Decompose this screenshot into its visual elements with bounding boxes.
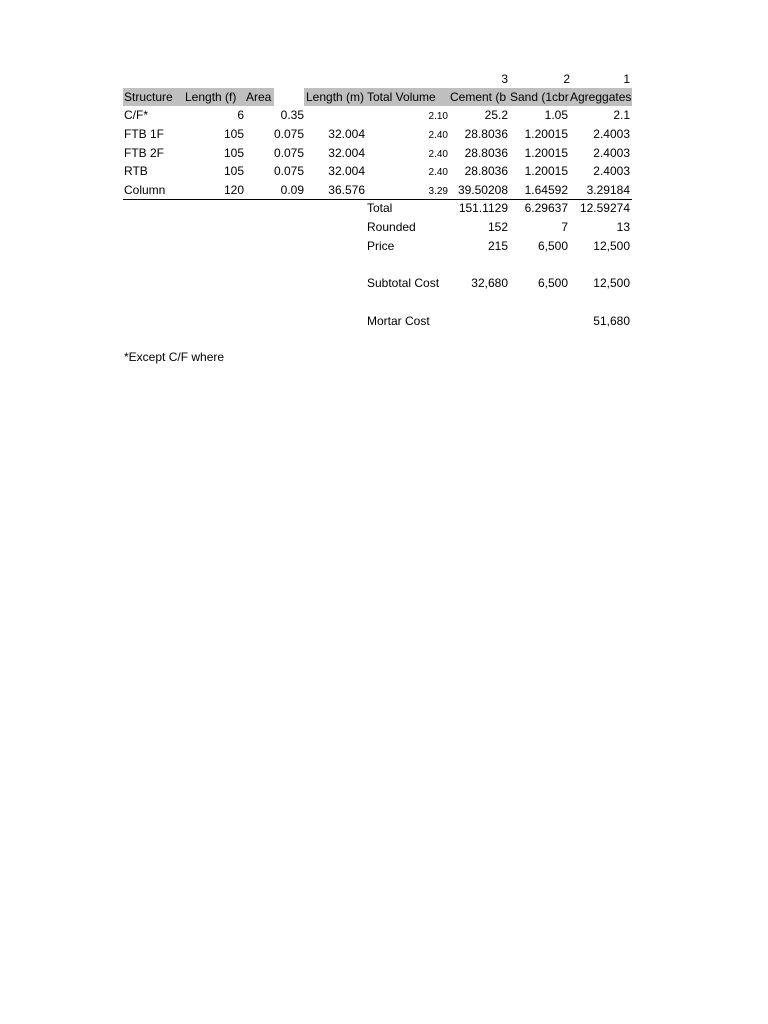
row-length-m: 36.576 (328, 183, 365, 197)
summary-subtotal-sand: 6,500 (537, 276, 568, 290)
row-total-volume: 3.29 (428, 186, 448, 197)
summary-total-aggregates: 12.59274 (579, 201, 630, 215)
summary-rounded-cement: 152 (487, 220, 508, 234)
row-cement: 28.8036 (464, 164, 508, 178)
header-structure: Structure (124, 90, 173, 104)
header-sand: Sand (1cbr (510, 90, 569, 104)
row-length-m: 32.004 (328, 164, 365, 178)
row-cement: 25.2 (484, 108, 508, 122)
row-aggregates: 2.1 (613, 108, 630, 122)
summary-total-cement: 151.1129 (458, 201, 508, 215)
row-aggregates: 2.4003 (593, 146, 630, 160)
summary-label-price: Price (367, 239, 395, 253)
header-aggregates: Agreggates (570, 90, 632, 104)
row-aggregates: 2.4003 (593, 164, 630, 178)
row-length-m (304, 106, 365, 124)
summary-label-total: Total (367, 201, 393, 215)
row-area: 0.35 (280, 108, 304, 122)
header-area: Area (246, 90, 272, 104)
row-sand: 1.64592 (524, 183, 568, 197)
footnote: *Except C/F where (124, 350, 225, 364)
row-cement: 28.8036 (464, 127, 508, 141)
summary-label-rounded: Rounded (367, 220, 416, 234)
row-length-m: 32.004 (328, 127, 365, 141)
row-cement: 28.8036 (464, 146, 508, 160)
row-structure: Column (124, 183, 166, 197)
summary-rounded-sand: 7 (561, 220, 568, 234)
summary-price-cement: 215 (487, 239, 508, 253)
row-length-m: 32.004 (328, 146, 365, 160)
row-length-f: 6 (237, 108, 244, 122)
row-sand: 1.20015 (524, 146, 568, 160)
summary-label-subtotal: Subtotal Cost (367, 276, 440, 290)
row-structure: FTB 1F (124, 127, 165, 141)
ratio-aggregates: 1 (623, 72, 630, 86)
row-sand: 1.20015 (524, 127, 568, 141)
row-total-volume: 2.40 (428, 130, 448, 141)
row-total-volume: 2.10 (428, 111, 448, 122)
row-length-f: 105 (223, 164, 244, 178)
row-area: 0.075 (273, 146, 304, 160)
summary-mortar-cost-total: 51,680 (593, 314, 630, 328)
row-cement: 39.50208 (457, 183, 508, 197)
header-cement: Cement (b (450, 90, 507, 104)
header-length-m: Length (m) (306, 90, 365, 104)
row-area: 0.075 (273, 127, 304, 141)
summary-label-mortar-cost: Mortar Cost (367, 314, 430, 328)
summary-total-sand: 6.29637 (524, 201, 568, 215)
row-area: 0.075 (273, 164, 304, 178)
row-sand: 1.20015 (524, 164, 568, 178)
row-structure: RTB (124, 164, 148, 178)
header-row-gap (274, 88, 304, 106)
summary-subtotal-cement: 32,680 (471, 276, 508, 290)
row-total-volume: 2.40 (428, 149, 448, 160)
summary-price-aggregates: 12,500 (593, 239, 630, 253)
ratio-sand: 2 (563, 72, 570, 86)
row-aggregates: 3.29184 (586, 183, 630, 197)
header-total-volume: Total Volume (367, 90, 436, 104)
row-length-f: 105 (223, 127, 244, 141)
row-length-f: 105 (223, 146, 244, 160)
ratio-cement: 3 (501, 72, 508, 86)
row-structure: FTB 2F (124, 146, 165, 160)
row-sand: 1.05 (544, 108, 568, 122)
summary-mortar-sand (508, 312, 568, 330)
row-area: 0.09 (280, 183, 304, 197)
summary-rounded-aggregates: 13 (616, 220, 630, 234)
summary-mortar-cement (448, 312, 508, 330)
summary-price-sand: 6,500 (537, 239, 568, 253)
row-structure: C/F* (124, 108, 148, 122)
row-aggregates: 2.4003 (593, 127, 630, 141)
row-total-volume: 2.40 (428, 167, 448, 178)
row-length-f: 120 (223, 183, 244, 197)
header-length-f: Length (f) (185, 90, 237, 104)
summary-subtotal-aggregates: 12,500 (593, 276, 630, 290)
